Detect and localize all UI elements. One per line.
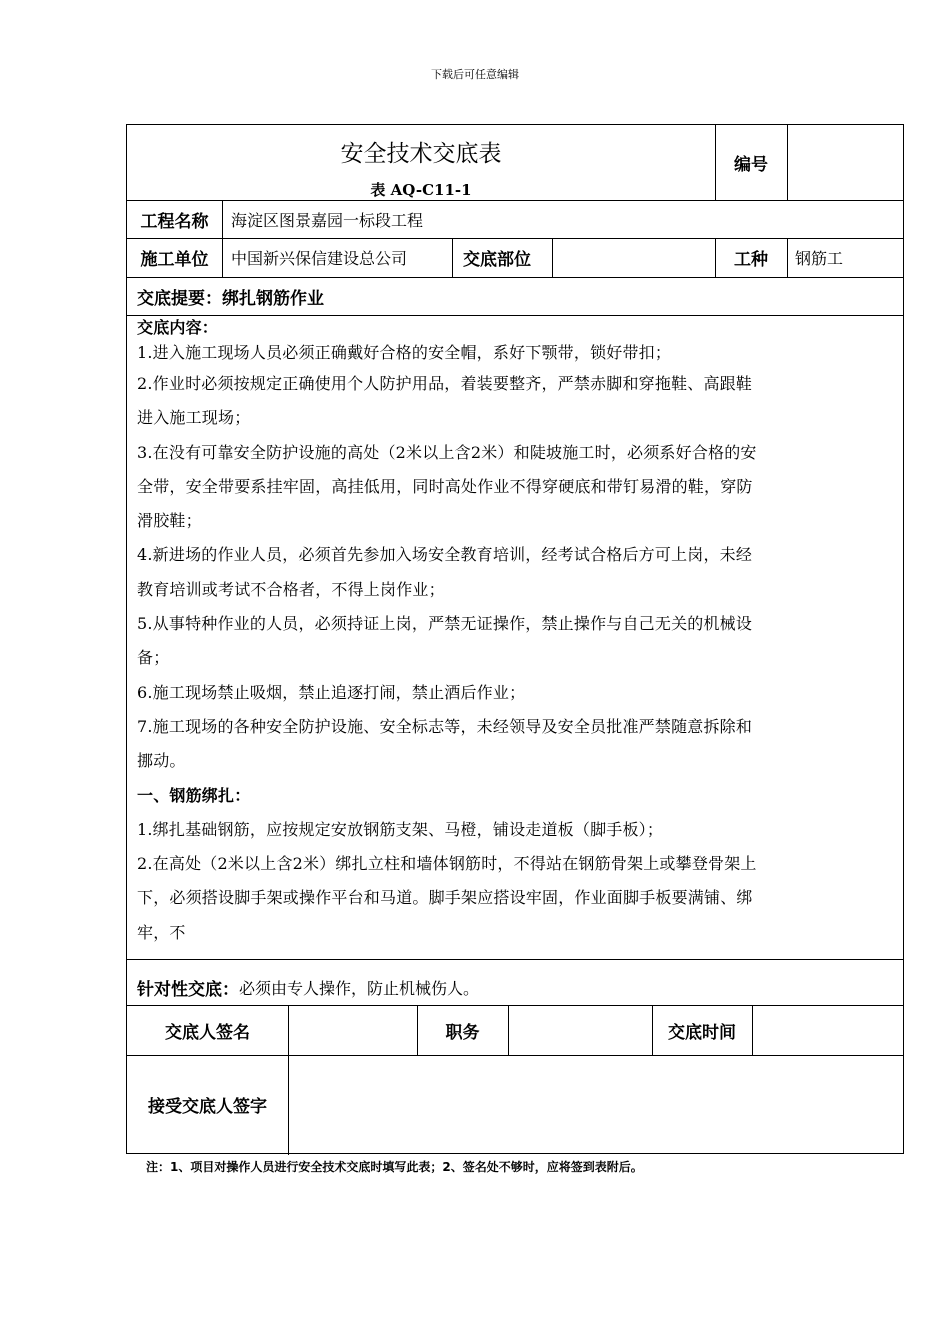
content-line: 进入施工现场； bbox=[137, 408, 251, 428]
content-line: 全带，安全带要系挂牢固，高挂低用，同时高处作业不得穿硬底和带钉易滑的鞋，穿防 bbox=[137, 476, 753, 496]
number-label: 编号 bbox=[734, 155, 768, 175]
row-divider bbox=[127, 315, 903, 316]
summary-row bbox=[127, 277, 903, 315]
number-field[interactable] bbox=[787, 125, 903, 200]
content-line: 挪动。 bbox=[137, 751, 186, 771]
specific-disclosure-row bbox=[127, 959, 903, 1005]
trade-value: 钢筋工 bbox=[795, 249, 844, 268]
discloser-signature-field[interactable] bbox=[288, 1005, 417, 1055]
safety-disclosure-form bbox=[126, 124, 904, 1154]
summary-value: 绑扎钢筋作业 bbox=[222, 288, 324, 309]
project-name-value: 海淀区图景嘉园一标段工程 bbox=[231, 210, 424, 230]
content-heading: 一、钢筋绑扎： bbox=[137, 785, 251, 805]
content-line: 5.从事特种作业的人员，必须持证上岗，严禁无证操作，禁止操作与自己无关的机械设 bbox=[137, 614, 753, 634]
content-line: 2.在高处（2米以上含2米）绑扎立柱和墙体钢筋时，不得站在钢筋骨架上或攀登骨架上 bbox=[137, 854, 757, 874]
content-line: 下，必须搭设脚手架或操作平台和马道。脚手架应搭设牢固，作业面脚手板要满铺、绑 bbox=[137, 888, 753, 908]
content-heading: 交底内容： bbox=[137, 318, 219, 337]
content-line: 1.绑扎基础钢筋，应按规定安放钢筋支架、马橙，铺设走道板（脚手板）； bbox=[137, 819, 664, 839]
summary-label: 交底提要： bbox=[137, 288, 222, 309]
trade-label: 工种 bbox=[734, 250, 768, 270]
discloser-signature-label: 交底人签名 bbox=[165, 1022, 250, 1043]
disclosure-time-label: 交底时间 bbox=[668, 1022, 736, 1043]
content-line: 备； bbox=[137, 648, 170, 668]
disclosure-content bbox=[137, 317, 897, 950]
content-line: 7.施工现场的各种安全防护设施、安全标志等，未经领导及安全员批准严禁随意拆除和 bbox=[137, 716, 753, 736]
form-code: 表 AQ-C11-1 bbox=[370, 181, 472, 199]
project-name-label: 工程名称 bbox=[140, 211, 209, 232]
construction-unit-label: 施工单位 bbox=[140, 250, 209, 270]
receiver-signature-label: 接受交底人签字 bbox=[148, 1096, 267, 1117]
footnote: 注：1、项目对操作人员进行安全技术交底时填写此表；2、签名处不够时，应将签到表附后。 bbox=[146, 1160, 643, 1174]
content-line: 3.在没有可靠安全防护设施的高处（2米以上含2米）和陡坡施工时，必须系好合格的安 bbox=[137, 442, 757, 462]
disclosure-time-field[interactable] bbox=[752, 1005, 903, 1055]
content-line: 1.进入施工现场人员必须正确戴好合格的安全帽，系好下颚带，锁好带扣； bbox=[137, 343, 672, 362]
content-line: 6.施工现场禁止吸烟，禁止追逐打闹，禁止酒后作业； bbox=[137, 682, 526, 702]
content-line: 教育培训或考试不合格者，不得上岗作业； bbox=[137, 579, 445, 599]
disclosure-location-label: 交底部位 bbox=[463, 250, 531, 270]
construction-unit-value: 中国新兴保信建设总公司 bbox=[231, 249, 408, 268]
specific-disclosure-value: 必须由专人操作，防止机械伤人。 bbox=[239, 978, 480, 998]
position-field[interactable] bbox=[508, 1005, 652, 1055]
header-note: 下载后可任意编辑 bbox=[431, 68, 519, 81]
position-label: 职务 bbox=[445, 1022, 480, 1043]
content-line: 4.新进场的作业人员，必须首先参加入场安全教育培训，经考试合格后方可上岗，未经 bbox=[137, 545, 753, 565]
content-line: 滑胶鞋； bbox=[137, 511, 202, 531]
disclosure-location-field[interactable] bbox=[552, 238, 715, 277]
form-title: 安全技术交底表 bbox=[340, 141, 502, 167]
content-line: 牢，不 bbox=[137, 922, 186, 942]
receiver-signature-field[interactable] bbox=[288, 1055, 903, 1153]
specific-disclosure-label: 针对性交底： bbox=[137, 979, 239, 1000]
content-line: 2.作业时必须按规定正确使用个人防护用品，着装要整齐，严禁赤脚和穿拖鞋、高跟鞋 bbox=[137, 374, 753, 393]
